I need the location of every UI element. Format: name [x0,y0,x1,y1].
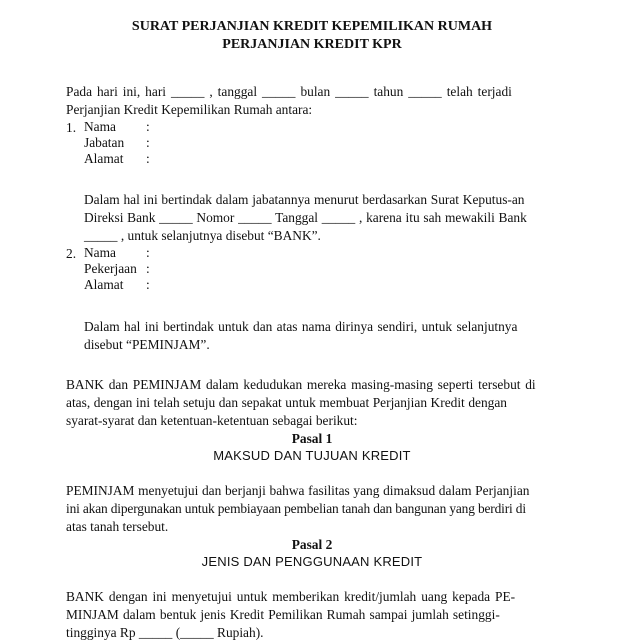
party-1-alamat-label: Alamat [84,151,124,166]
pasal-2-line: MINJAM dalam bentuk jenis Kredit Pemilikan Rumah sampai jumlah setinggi- [66,607,500,622]
party-2-alamat-label: Alamat [84,277,124,292]
party-1-name-row [84,119,558,135]
pasal-1-body [66,482,558,536]
party-2-statement [84,318,558,354]
intro-paragraph [66,83,558,119]
pasal-1-line: ini akan dipergunakan untuk pembiayaan pembelian tanah dan bangunan yang berdiri di [66,501,526,516]
intro-line: Pada hari ini, hari _____ , tanggal _____ bulan _____ tahun _____ telah terjadi [66,84,512,99]
party-2-name-row [84,245,558,261]
agreement-line: syarat-syarat dan ketentuan-ketentuan sebagai berikut: [66,413,358,428]
party-2-statement-line: disebut “PEMINJAM”. [84,337,210,352]
pasal-1-line: atas tanah tersebut. [66,519,169,534]
pasal-2-body [66,588,558,642]
pasal-2-line: BANK dengan ini menyetujui untuk memberikan kredit/jumlah uang kepada PE- [66,589,516,604]
party-1-jabatan-row [84,135,558,151]
pasal-1-title: MAKSUD DAN TUJUAN KREDIT [213,448,411,463]
party-1-block [66,119,558,167]
party-2-alamat-row [84,277,558,293]
pasal-2-title: JENIS DAN PENGGUNAAN KREDIT [201,554,423,569]
pasal-2-line: tingginya Rp _____ (_____ Rupiah). [66,625,264,640]
party-1-alamat-sep: : [146,151,150,166]
party-1-number: 1. [66,120,77,135]
pasal-2-number: Pasal 2 [291,537,333,552]
intro-line: Perjanjian Kredit Kepemilikan Rumah antara: [66,102,313,117]
pasal-1-line: PEMINJAM menyetujui dan berjanji bahwa fasilitas yang dimaksud dalam Perjanjian [66,483,530,498]
party-2-statement-line: Dalam hal ini bertindak untuk dan atas nama dirinya sendiri, untuk selanjutnya [84,319,518,334]
party-1-jabatan-label: Jabatan [84,135,125,150]
party-1-name-label: Nama [84,119,116,134]
party-1-statement [84,191,558,245]
party-2-pekerjaan-label: Pekerjaan [84,261,137,276]
party-2-name-label: Nama [84,245,116,260]
pasal-2-heading [66,536,558,571]
agreement-paragraph [66,376,558,430]
party-1-jabatan-sep: : [146,135,150,150]
pasal-1-heading [66,430,558,465]
agreement-line: atas, dengan ini telah setuju dan sepakat untuk membuat Perjanjian Kredit dengan [66,395,507,410]
party-1-statement-line: Dalam hal ini bertindak dalam jabatannya menurut berdasarkan Surat Keputus-an [84,192,525,207]
party-2-number: 2. [66,246,77,261]
agreement-line: BANK dan PEMINJAM dalam kedudukan mereka masing-masing seperti tersebut di [66,377,536,392]
party-1-name-sep: : [146,119,150,134]
document-title: SURAT PERJANJIAN KREDIT KEPEMILIKAN RUMAH [131,19,493,34]
party-1-statement-line: _____ , untuk selanjutnya disebut “BANK”. [84,228,321,243]
party-2-alamat-sep: : [146,277,150,292]
party-2-pekerjaan-sep: : [146,261,150,276]
party-2-pekerjaan-row [84,261,558,277]
party-2-block [66,245,558,293]
party-1-statement-line: Direksi Bank _____ Nomor _____ Tanggal _____ , karena itu sah mewakili Bank [84,210,527,225]
document-page [66,18,558,642]
document-subtitle: PERJANJIAN KREDIT KPR [222,37,402,52]
party-1-alamat-row [84,151,558,167]
party-2-name-sep: : [146,245,150,260]
pasal-1-number: Pasal 1 [291,431,333,446]
